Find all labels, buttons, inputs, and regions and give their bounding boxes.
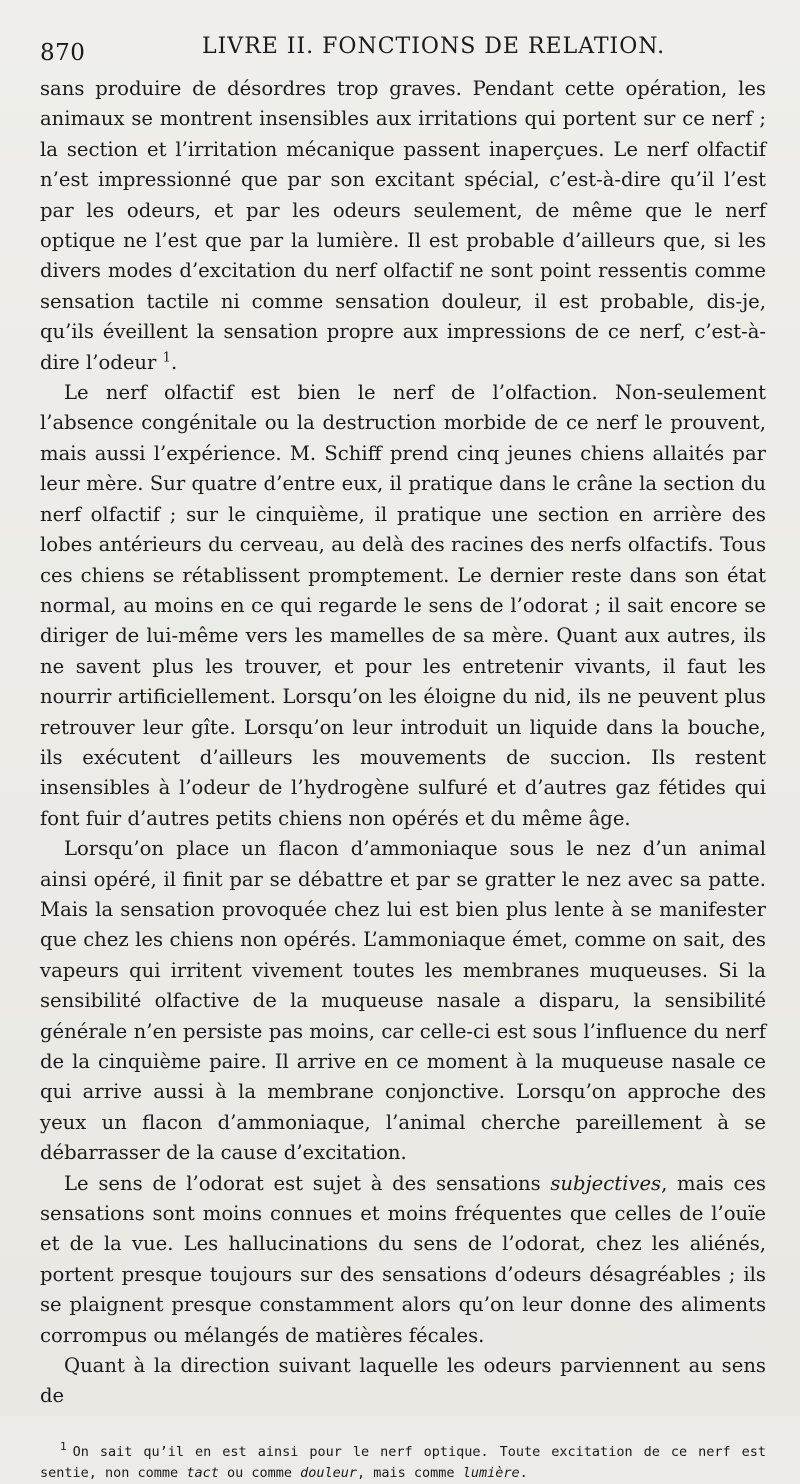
footnote-emphasis: lumière [462,1464,520,1481]
footnote [40,1442,766,1484]
footnote-emphasis: douleur [300,1464,358,1481]
paragraph-text: . [170,350,178,374]
paragraph: Le nerf olfactif est bien le nerf de l’olfaction. Non-seulement l’absence congénitale ou la destruction morbide de ce nerf le prouvent, mais aussi l’expérience. M. Schiff prend cinq jeunes chiens allaités par leur mère. Sur quatre d’entre eux, il pratique dans le crâne la section du nerf olfactif ; sur le cinquième, il pratique une section en arrière des lobes antérieurs du cerveau, au delà des racines des nerfs olfactifs. Tous ces chiens se rétablissent promptement. Le dernier reste dans son état normal, au moins en ce qui regarde le sens de l’odorat ; il sait encore se diriger de lui-même vers les mamelles de sa mère. Quant aux autres, ils ne savent plus les trouver, et pour les entretenir vivants, il faut les nourrir artificiellement. Lorsqu’on les éloigne du nid, ils ne peuvent plus retrouver leur gîte. Lorsqu’on leur introduit un liquide dans la bouche, ils exécutent d’ailleurs les mouvements de succion. Ils restent insensibles à l’odeur de l’hydrogène sulfuré et d’autres gaz fétides qui font fuir d’autres petits chiens non opérés et du même âge. [40,381,766,830]
footnote-text: ou comme [218,1464,301,1481]
paragraph: Lorsqu’on place un flacon d’ammoniaque sous le nez d’un animal ainsi opéré, il finit par se débattre et par se gratter le nez avec sa patte. Mais la sensation provoquée chez lui est bien plus lente à se manifester que chez les chiens non opérés. L’ammoniaque émet, comme on sait, des vapeurs qui irritent vivement toutes les membranes muqueuses. Si la sensibilité olfactive de la muqueuse nasale a disparu, la sensibilité générale n’en persiste pas moins, car celle-ci est sous l’influence du nerf de la cinquième paire. Il arrive en ce moment à la muqueuse nasale ce qui arrive aussi à la membrane conjonctive. Lorsqu’on approche des yeux un flacon d’ammoniaque, l’animal cherche pareillement à se débarrasser de la cause d’excitation. [40,837,766,1165]
footnote-text: , mais comme [357,1464,463,1481]
paragraph: Quant à la direction suivant laquelle les odeurs parviennent au sens de [40,1354,766,1408]
body-text [40,74,766,1412]
paragraph-text: sans produire de désordres trop graves. Pendant cette opération, les animaux se montrent insensibles aux irritations qui portent sur ce nerf ; la section et l’irritation mécanique passent inaperçues. Le nerf olfactif n’est impressionné que par son excitant spécial, c’est-à-dire qu’il l’est par les odeurs, et par les odeurs seulement, de même que le nerf optique ne l’est que par la lumière. Il est probable d’ailleurs que, si les divers modes d’excitation du nerf olfactif ne sont point ressentis comme sensation tactile ni comme sensation douleur, il est probable, dis-je, qu’ils éveillent la sensation propre aux impressions de ce nerf, c’est-à-dire l’odeur [40,77,766,374]
footnote-text: On sait qu’il en est ainsi pour le nerf optique. Toute excitation de ce nerf est sentie, non comme [40,1443,766,1481]
footnote-emphasis: tact [186,1464,219,1481]
paragraph-text: , mais ces sensations sont moins connues et moins fréquentes que celles de l’ouïe et de la vue. Les hallucinations du sens de l’odorat, chez les aliénés, portent presque toujours sur des sensations d’odeurs désagréables ; ils se plaignent presque constamment alors qu’on leur donne des aliments corrompus ou mélangés de matières fécales. [40,1171,766,1347]
running-head [40,0,766,74]
footnote-text: . [519,1464,528,1481]
paragraph-continued [40,74,766,378]
page-number: 870 [40,40,86,66]
footnote-marker: 1 [60,1440,67,1454]
paragraph [40,1169,766,1351]
running-title: LIVRE II. FONCTIONS DE RELATION. [202,34,666,59]
footnote-reference[interactable]: 1 [162,350,171,366]
emphasis-text: subjectives [550,1171,662,1195]
paragraph-text: Le sens de l’odorat est sujet à des sensations [64,1171,551,1195]
